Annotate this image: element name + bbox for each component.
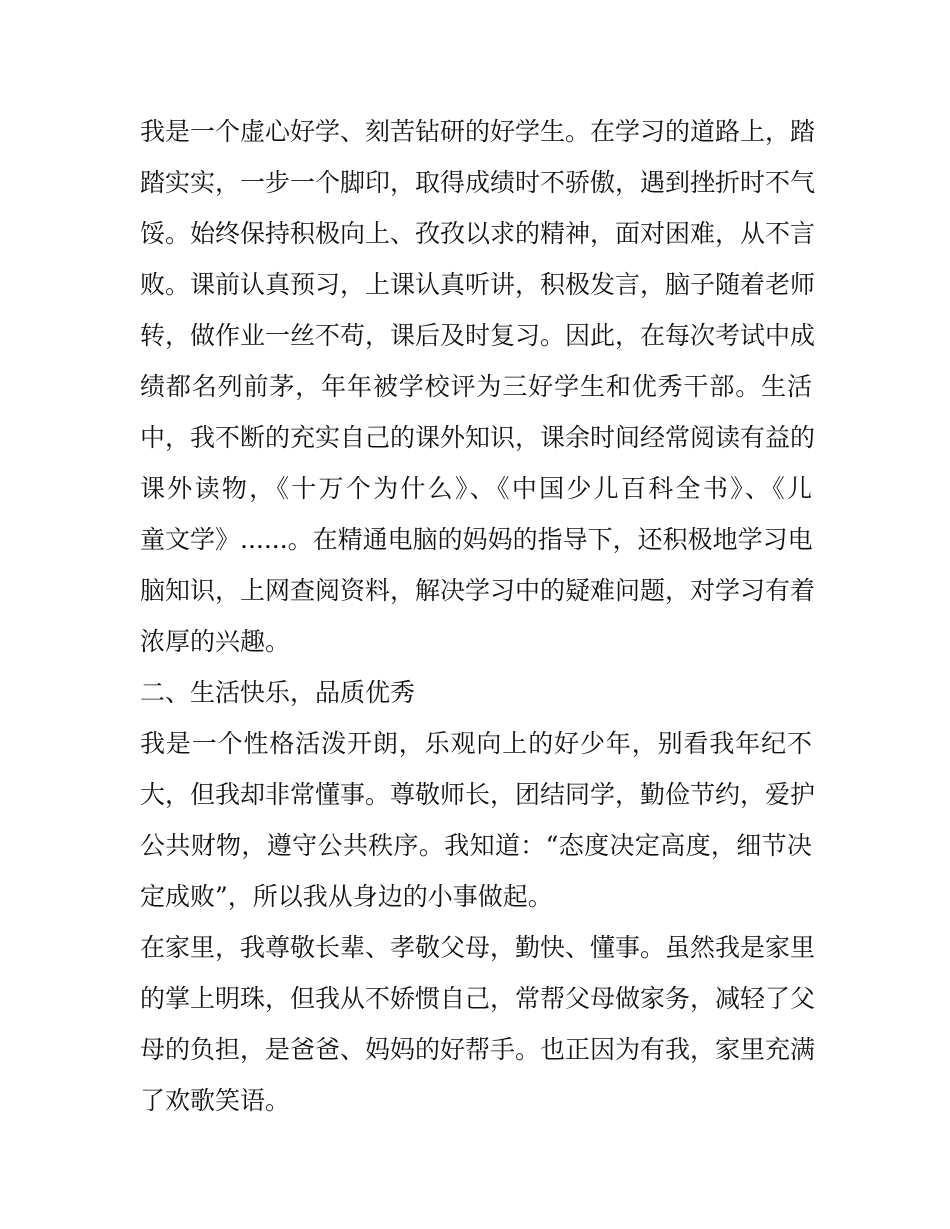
text-line: 在家里，我尊敬长辈、孝敬父母，勤快、懂事。虽然我是家里 — [140, 933, 816, 962]
paragraph-study — [140, 106, 816, 667]
paragraph-home — [140, 922, 816, 1126]
text-line: 绩都名列前茅，年年被学校评为三好学生和优秀干部。生活 — [140, 372, 812, 401]
text-line: 转，做作业一丝不苟，课后及时复习。因此，在每次考试中成 — [140, 321, 816, 350]
section-heading: 二、生活快乐，品质优秀 — [140, 678, 416, 707]
text-line: 的掌上明珠，但我从不娇惯自己，常帮父母做家务，减轻了父 — [140, 984, 816, 1013]
text-line: 童文学》......。在精通电脑的妈妈的指导下，还积极地学习电 — [140, 525, 813, 554]
text-line: 了欢歌笑语。 — [140, 1086, 291, 1115]
text-line: 大，但我却非常懂事。尊敬师长，团结同学，勤俭节约，爱护 — [140, 780, 816, 809]
text-line: 馁。始终保持积极向上、孜孜以求的精神，面对困难，从不言 — [140, 219, 816, 248]
text-line: 公共财物，遵守公共秩序。我知道：“态度决定高度，细节决 — [140, 831, 812, 860]
text-line: 脑知识，上网查阅资料，解决学习中的疑难问题，对学习有着 — [140, 576, 816, 605]
text-line: 中，我不断的充实自己的课外知识，课余时间经常阅读有益的 — [140, 423, 816, 452]
paragraph-character — [140, 718, 816, 922]
document-body — [140, 106, 816, 1126]
text-line: 我是一个虚心好学、刻苦钻研的好学生。在学习的道路上，踏 — [140, 117, 816, 146]
text-line: 母的负担，是爸爸、妈妈的好帮手。也正因为有我，家里充满 — [140, 1035, 816, 1064]
section-heading-block — [140, 667, 812, 718]
text-line: 浓厚的兴趣。 — [140, 627, 291, 656]
text-line: 踏实实，一步一个脚印，取得成绩时不骄傲，遇到挫折时不气 — [140, 168, 816, 197]
text-line: 课外读物，《十万个为什么》、《中国少儿百科全书》、《儿 — [140, 474, 812, 503]
text-line: 定成败”，所以我从身边的小事做起。 — [140, 882, 553, 911]
text-line: 败。课前认真预习，上课认真听讲，积极发言，脑子随着老师 — [140, 270, 816, 299]
text-line: 我是一个性格活泼开朗，乐观向上的好少年，别看我年纪不 — [140, 729, 812, 758]
